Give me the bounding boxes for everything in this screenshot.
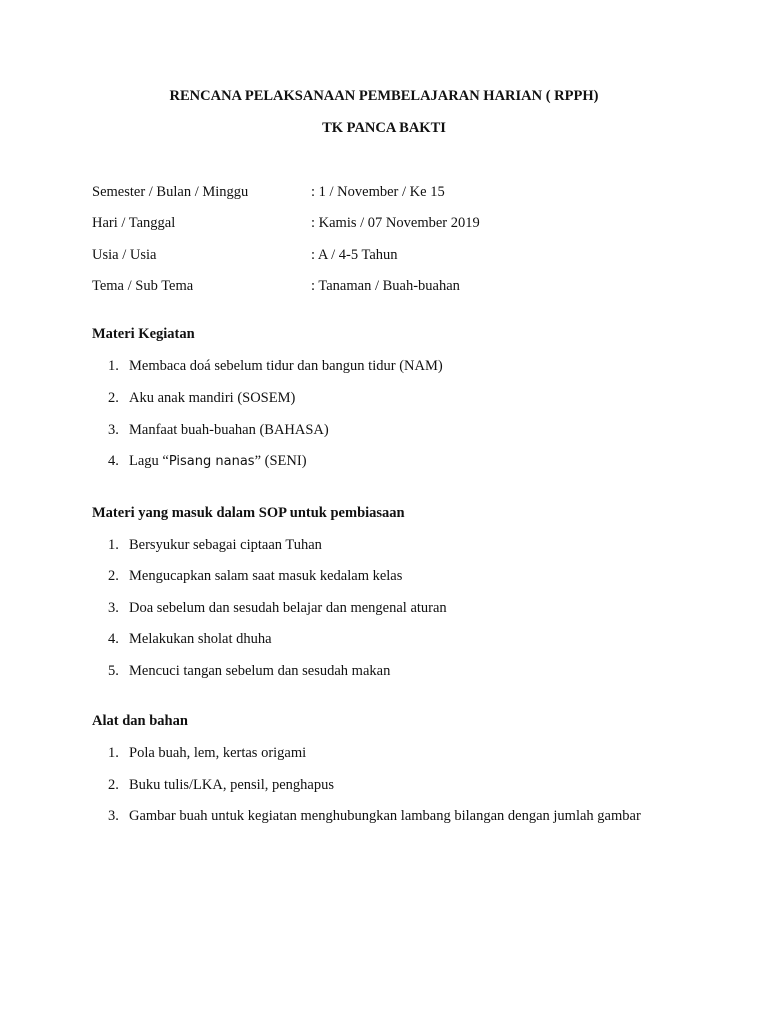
list-item <box>108 566 648 586</box>
list-text: Melakukan sholat dhuha <box>129 631 272 647</box>
list-item <box>108 743 648 763</box>
list-item <box>108 535 648 555</box>
list-number: 3. <box>108 600 119 616</box>
list-text: Aku anak mandiri (SOSEM) <box>129 390 296 406</box>
info-label: Usia / Usia <box>92 247 157 263</box>
song-title: Pisang nanas <box>168 454 255 469</box>
list-text: Mengucapkan salam saat masuk kedalam kelas <box>129 568 403 584</box>
info-label: Semester / Bulan / Minggu <box>92 184 249 200</box>
list-number: 1. <box>108 745 119 761</box>
list-text: Mencuci tangan sebelum dan sesudah makan <box>129 663 391 679</box>
info-value: : Tanaman / Buah-buahan <box>311 278 460 294</box>
list-text: Doa sebelum dan sesudah belajar dan mengenal aturan <box>129 600 447 616</box>
song-prefix: Lagu “ <box>129 453 169 469</box>
list-number: 3. <box>108 808 119 824</box>
list-text: Pola buah, lem, kertas origami <box>129 745 307 761</box>
list-text <box>129 451 648 472</box>
list-item <box>108 388 648 408</box>
section-heading-materi-kegiatan: Materi Kegiatan <box>92 326 195 342</box>
info-label: Hari / Tanggal <box>92 215 176 231</box>
list-number: 2. <box>108 777 119 793</box>
list-item <box>108 806 648 826</box>
info-label: Tema / Sub Tema <box>92 278 194 294</box>
list-item <box>108 356 648 376</box>
list-text: Membaca doá sebelum tidur dan bangun tidur (NAM) <box>129 358 443 374</box>
list-number: 5. <box>108 663 119 679</box>
list-text: Bersyukur sebagai ciptaan Tuhan <box>129 537 322 553</box>
list-item <box>108 420 648 440</box>
section-heading-materi-sop: Materi yang masuk dalam SOP untuk pembiasaan <box>92 505 405 521</box>
list-item <box>108 661 648 681</box>
list-number: 4. <box>108 631 119 647</box>
list-number: 2. <box>108 568 119 584</box>
list-item <box>108 598 648 618</box>
document-title: RENCANA PELAKSANAAN PEMBELAJARAN HARIAN ( RPPH) <box>169 88 599 104</box>
section-heading-alat-bahan: Alat dan bahan <box>92 713 188 729</box>
list-number: 1. <box>108 537 119 553</box>
list-number: 2. <box>108 390 119 406</box>
song-suffix: ” (SENI) <box>254 453 307 469</box>
list-item <box>108 629 648 649</box>
school-name: TK PANCA BAKTI <box>322 120 446 136</box>
list-text: Buku tulis/LKA, pensil, penghapus <box>129 777 335 793</box>
list-number: 4. <box>108 453 119 469</box>
list-item <box>108 775 648 795</box>
info-value: : 1 / November / Ke 15 <box>311 184 445 200</box>
info-value: : A / 4-5 Tahun <box>311 247 398 263</box>
info-value: : Kamis / 07 November 2019 <box>311 215 480 231</box>
list-text: Gambar buah untuk kegiatan menghubungkan lambang bilangan dengan jumlah gambar <box>129 808 641 824</box>
list-text: Manfaat buah-buahan (BAHASA) <box>129 422 329 438</box>
list-item <box>108 451 648 472</box>
list-number: 3. <box>108 422 119 438</box>
list-number: 1. <box>108 358 119 374</box>
